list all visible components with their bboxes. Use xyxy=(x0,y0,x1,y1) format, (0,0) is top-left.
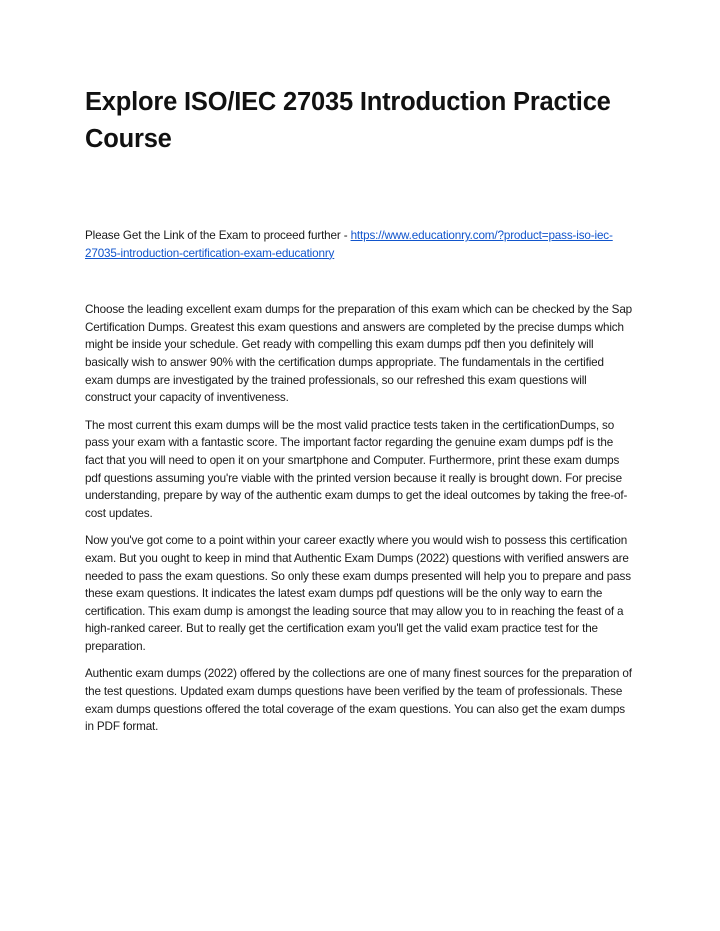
paragraph-4: Authentic exam dumps (2022) offered by the collections are one of many finest sources for the preparation of the test questions. Updated exam dumps questions have been verified by the team of professionals. These exam dumps questions offered the total coverage of the exam questions. You can also get the exam dumps in PDF format. xyxy=(85,667,632,734)
paragraph-1: Choose the leading excellent exam dumps for the preparation of this exam which can be checked by the Sap Certification Dumps. Greatest this exam questions and answers are completed by the precise dumps which might be inside your schedule. Get ready with compelling this exam dumps pdf then you definitely will basically wish to answer 90% with the certification dumps appropriate. The fundamentals in the certified exam dumps are investigated by the trained professionals, so our refreshed this exam questions will construct your capacity of inventiveness. xyxy=(85,303,633,405)
page-title: Explore ISO/IEC 27035 Introduction Practice Course xyxy=(85,88,611,153)
exam-link[interactable]: https://www.educationry.com/?product=pass-iso-iec-27035-introduction-certification-exam-educationry xyxy=(85,229,613,260)
paragraph-3: Now you've got come to a point within your career exactly where you would wish to possess this certification exam. But you ought to keep in mind that Authentic Exam Dumps (2022) questions with verified answers are needed to pass the exam questions. So only these exam dumps presented will help you to prepare and pass these exam questions. It indicates the latest exam dumps pdf questions will be the only way to earn the certification. This exam dump is amongst the leading source that may allow you to in reaching the feast of a high-ranked career. But to really get the certification exam you'll get the valid exam practice test for the preparation. xyxy=(85,534,631,653)
intro-line xyxy=(85,227,634,262)
paragraph-2: The most current this exam dumps will be the most valid practice tests taken in the certificationDumps, so pass your exam with a fantastic score. The important factor regarding the genuine exam dumps pdf is the fact that you will need to open it on your smartphone and Computer. Furthermore, print these exam dumps pdf questions assuming you're viable with the printed version because it really is brought down. For precise understanding, prepare by way of the authentic exam dumps to get the ideal outcomes by taking the free-of-cost updates. xyxy=(85,418,628,520)
body-text xyxy=(85,301,634,736)
intro-text: Please Get the Link of the Exam to proceed further - xyxy=(85,229,351,242)
